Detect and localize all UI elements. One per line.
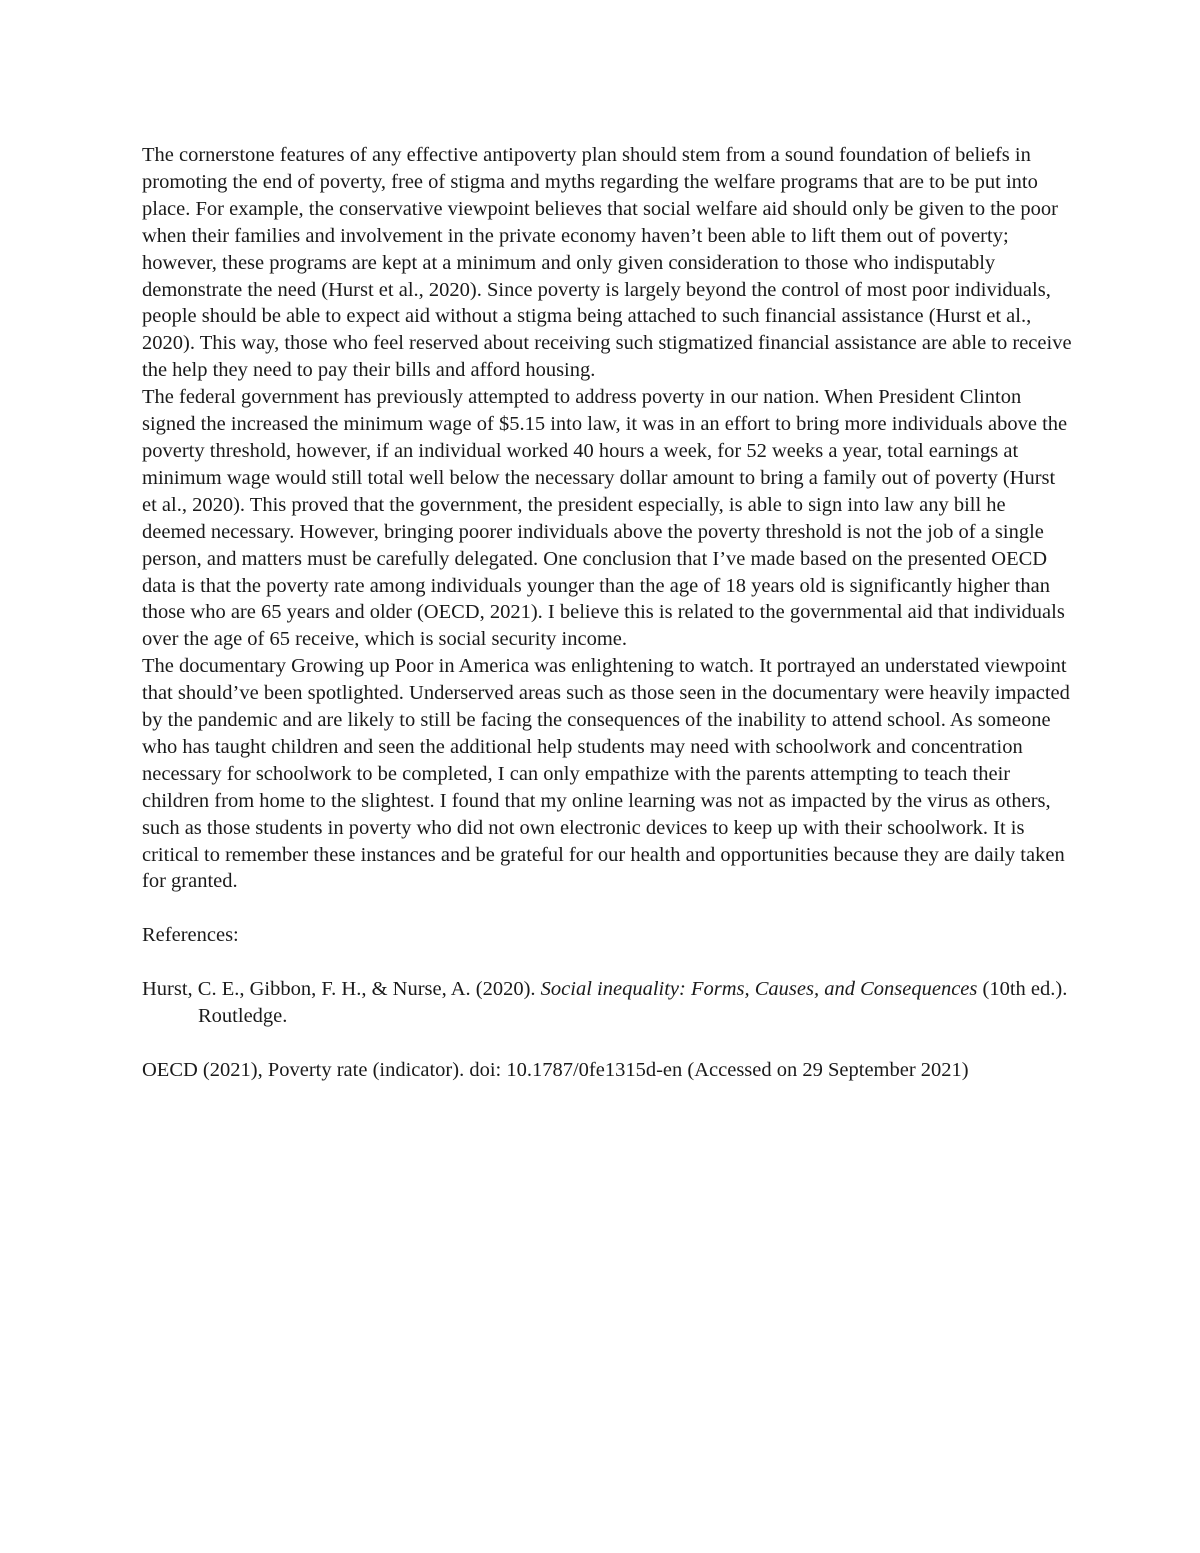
section-spacer: [142, 949, 1072, 976]
section-spacer: [142, 895, 1072, 922]
reference-hurst: [142, 976, 1072, 1030]
paragraph-documentary: The documentary Growing up Poor in America was enlightening to watch. It portrayed an understated viewpoint that should’ve been spotlighted. Underserved areas such as those seen in the documentary were heavily impacted by the pandemic and are likely to still be facing the consequences of the inability to attend school. As someone who has taught children and seen the additional help students may need with schoolwork and concentration necessary for schoolwork to be completed, I can only empathize with the parents attempting to teach their children from home to the slightest. I found that my online learning was not as impacted by the virus as others, such as those students in poverty who did not own electronic devices to keep up with their schoolwork. It is critical to remember these instances and be grateful for our health and opportunities because they are daily taken for granted.: [142, 655, 1070, 893]
reference-hurst-authors: Hurst, C. E., Gibbon, F. H., & Nurse, A. (2020).: [142, 978, 541, 1001]
paragraph-antipoverty-plan: The cornerstone features of any effective antipoverty plan should stem from a sound foundation of beliefs in promoting the end of poverty, free of stigma and myths regarding the welfare programs that are to be put into place. For example, the conservative viewpoint believes that social welfare aid should only be given to the poor when their families and involvement in the private economy haven’t been able to lift them out of poverty; however, these programs are kept at a minimum and only given consideration to those who indisputably demonstrate the need (Hurst et al., 2020). Since poverty is largely beyond the control of most poor individuals, people should be able to expect aid without a stigma being attached to such financial assistance (Hurst et al., 2020). This way, those who feel reserved about receiving such stigmatized financial assistance are able to receive the help they need to pay their bills and afford housing.: [142, 144, 1072, 382]
paragraph-federal-government: The federal government has previously attempted to address poverty in our nation. When President Clinton signed the increased the minimum wage of $5.15 into law, it was in an effort to bring more individuals above the poverty threshold, however, if an individual worked 40 hours a week, for 52 weeks a year, total earnings at minimum wage would still total well below the necessary dollar amount to bring a family out of poverty (Hurst et al., 2020). This proved that the government, the president especially, is able to sign into law any bill he deemed necessary. However, bringing poorer individuals above the poverty threshold is not the job of a single person, and matters must be carefully delegated. One conclusion that I’ve made based on the presented OECD data is that the poverty rate among individuals younger than the age of 18 years old is significantly higher than those who are 65 years and older (OECD, 2021). I believe this is related to the governmental aid that individuals over the age of 65 receive, which is social security income.: [142, 386, 1068, 651]
reference-oecd: OECD (2021), Poverty rate (indicator). doi: 10.1787/0fe1315d-en (Accessed on 29 September 2021): [142, 1058, 969, 1081]
reference-hurst-publisher: (10th ed.). Routledge.: [198, 978, 1068, 1027]
reference-hurst-title: Social inequality: Forms, Causes, and Consequences: [540, 978, 978, 1001]
document-body: [142, 142, 1072, 1084]
references-heading: References:: [142, 924, 239, 947]
section-spacer: [142, 1030, 1072, 1057]
